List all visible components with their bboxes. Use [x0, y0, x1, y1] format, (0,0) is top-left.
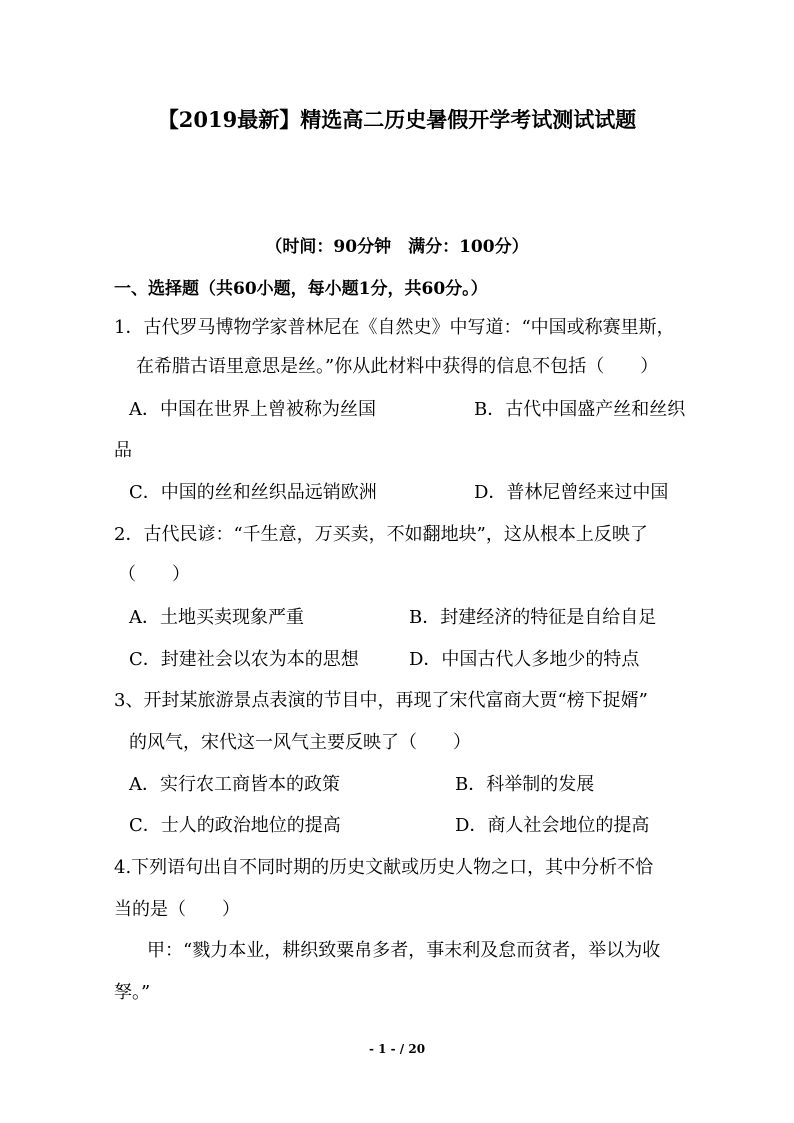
q2-option-a: A．土地买卖现象严重 — [129, 607, 304, 628]
q1-stem-line1: 1．古代罗马博物学家普林尼在《自然史》中写道：“中国或称赛里斯， — [114, 317, 675, 338]
exam-info: （时间：90分钟 满分：100分） — [265, 237, 529, 257]
q4-stem-line1: 4.下列语句出自不同时期的历史文献或历史人物之口，其中分析不恰 — [114, 857, 654, 878]
q2-option-b: B．封建经济的特征是自给自足 — [409, 607, 657, 628]
q4-stem-line2: 当的是（ ） — [114, 899, 240, 920]
q4-quote-line1: 甲：“戮力本业，耕织致粟帛多者，事末利及怠而贫者，举以为收 — [147, 940, 661, 961]
q2-stem-line1: 2．古代民谚：“千生意，万买卖，不如翻地块”，这从根本上反映了 — [114, 524, 648, 545]
q3-option-a: A．实行农工商皆本的政策 — [129, 774, 340, 795]
q2-stem-line2: （ ） — [118, 564, 190, 585]
q2-option-c: C．封建社会以农为本的思想 — [129, 649, 359, 670]
document-title: 【2019最新】精选高二历史暑假开学考试测试试题 — [157, 107, 637, 132]
q1-option-c: C．中国的丝和丝织品远销欧洲 — [129, 482, 377, 503]
q3-stem-line1: 3、开封某旅游景点表演的节目中，再现了宋代富商大贾“榜下捉婿” — [114, 690, 648, 711]
q3-option-c: C．士人的政治地位的提高 — [129, 815, 341, 836]
q4-quote-line2: 孥。” — [114, 982, 151, 1003]
q1-option-b: B．古代中国盛产丝和丝织 — [474, 399, 686, 420]
q1-option-a: A．中国在世界上曾被称为丝国 — [129, 399, 376, 420]
q3-stem-line2: 的风气，宋代这一风气主要反映了（ ） — [129, 732, 471, 753]
page-number: - 1 - / 20 — [368, 1042, 426, 1056]
q2-option-d: D．中国古代人多地少的特点 — [409, 649, 640, 670]
q1-option-d: D．普林尼曾经来过中国 — [474, 482, 669, 503]
q1-option-b-continued: 品 — [114, 440, 132, 461]
section-heading: 一、选择题（共60小题，每小题1分，共60分。） — [114, 279, 488, 299]
q3-option-b: B．科举制的发展 — [455, 774, 595, 795]
q1-stem-line2: 在希腊古语里意思是丝。”你从此材料中获得的信息不包括（ ） — [136, 356, 659, 377]
q3-option-d: D．商人社会地位的提高 — [455, 815, 650, 836]
